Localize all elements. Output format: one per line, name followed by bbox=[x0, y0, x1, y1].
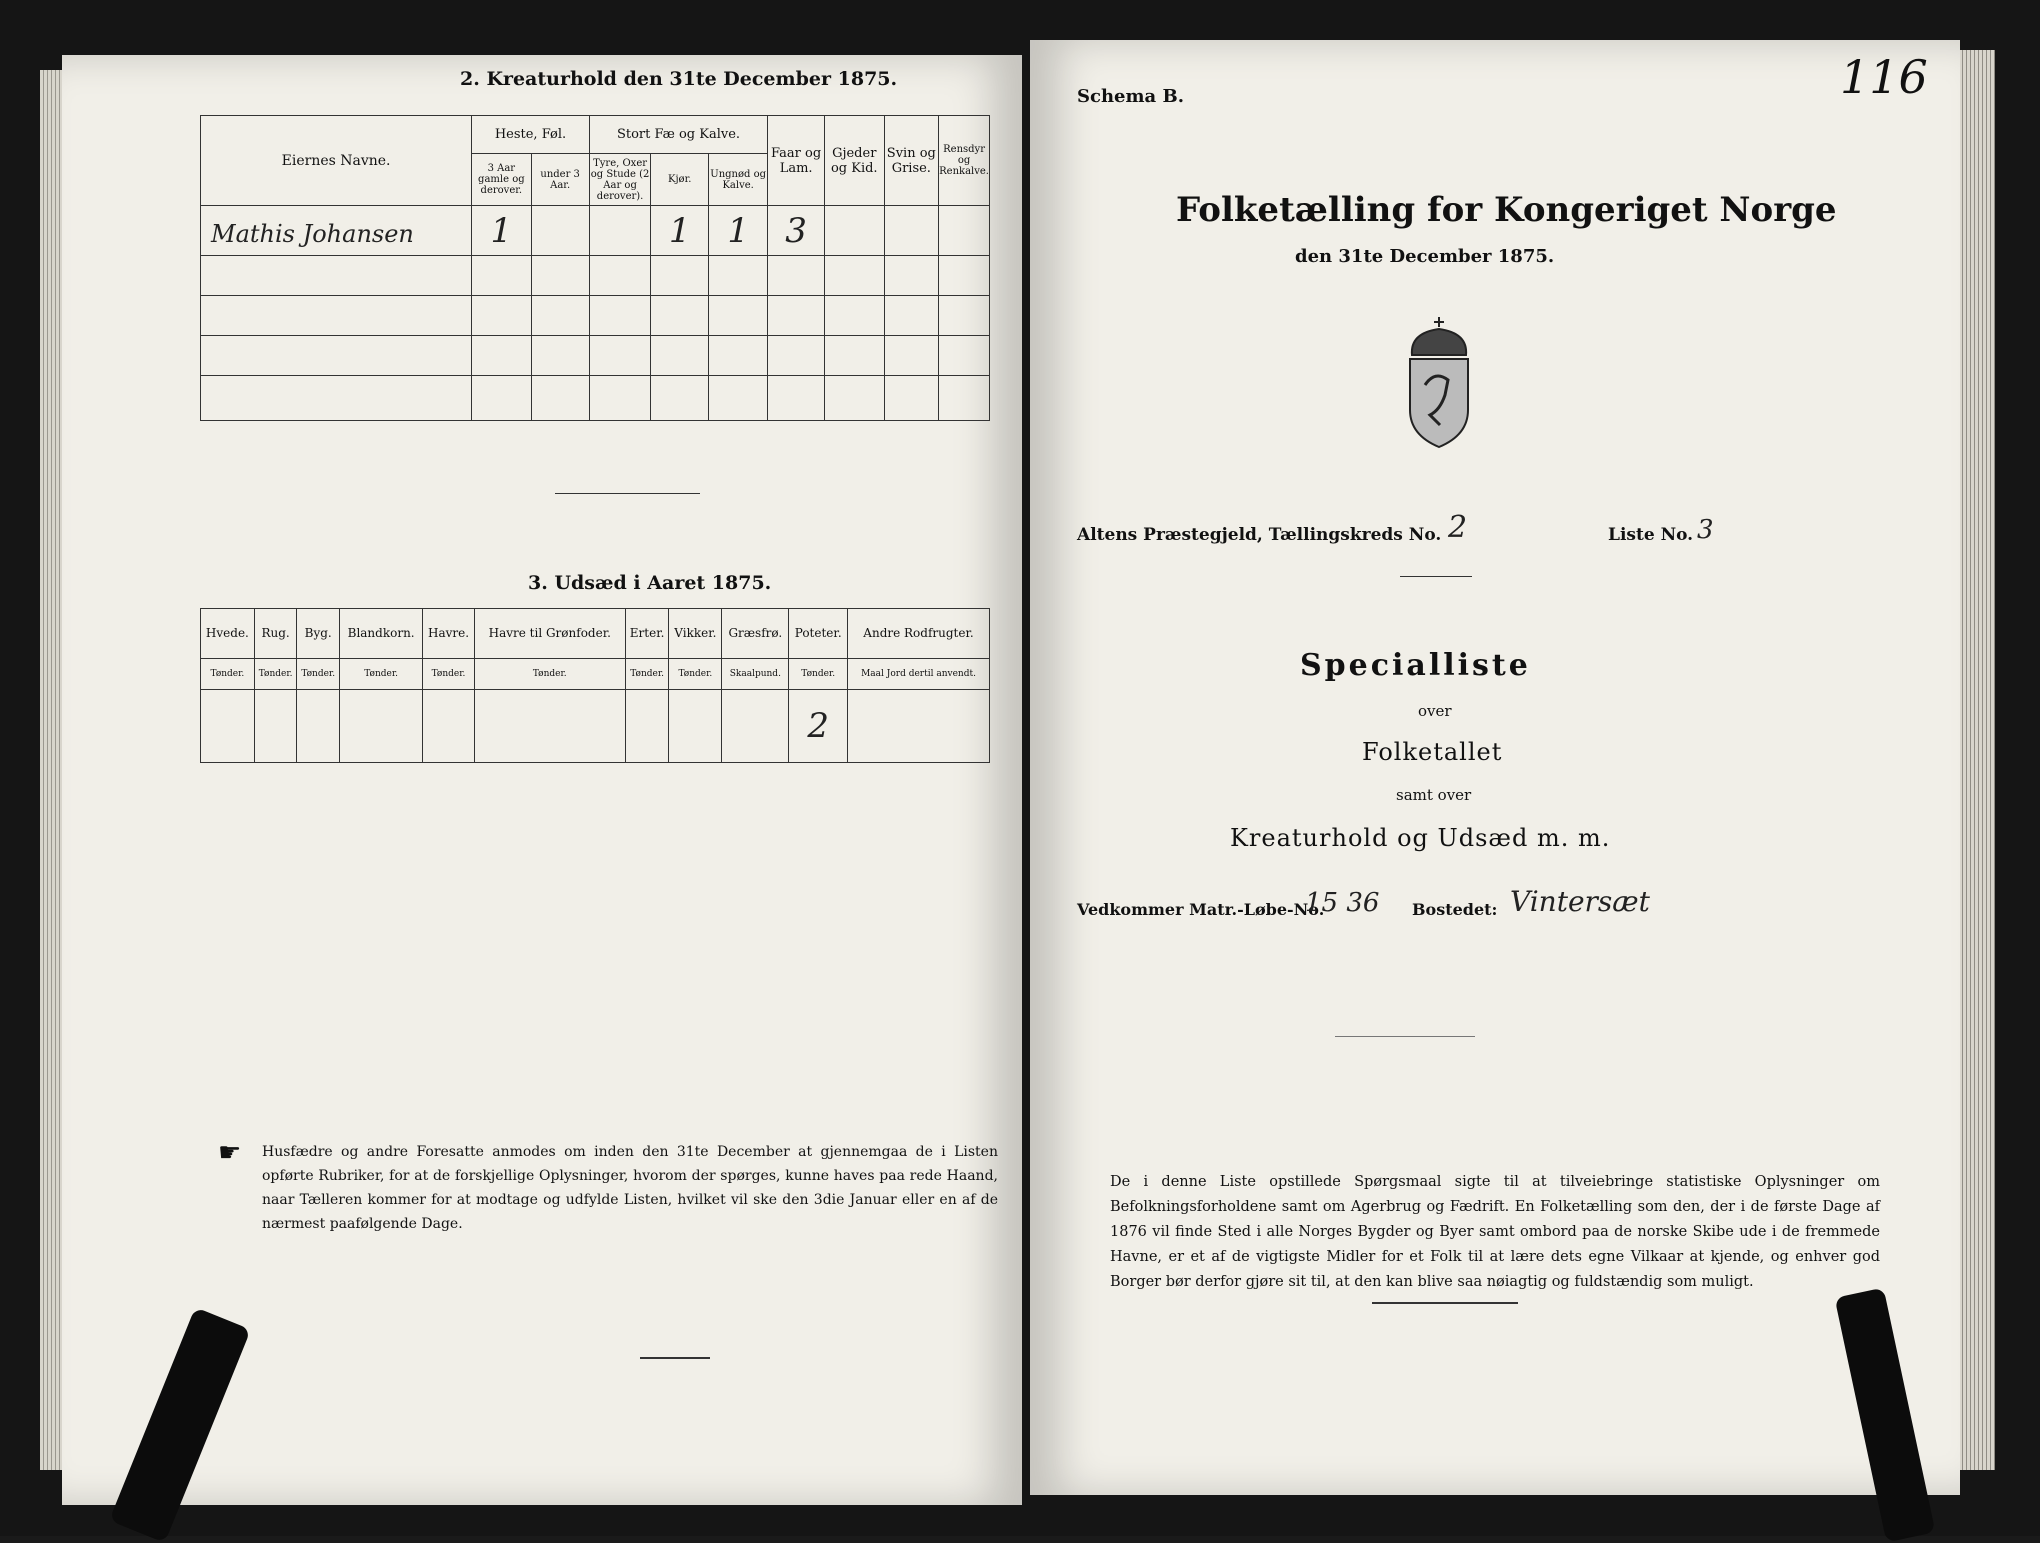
census-date: den 31te December 1875. bbox=[1295, 246, 1555, 267]
divider bbox=[555, 493, 700, 494]
ungnod-cell: 1 bbox=[709, 206, 768, 256]
liste-value: 3 bbox=[1697, 515, 1714, 545]
sowing-unit-row bbox=[201, 658, 990, 689]
right-page-edges bbox=[1955, 50, 1995, 1470]
sowing-column-header: Poteter. bbox=[789, 609, 848, 659]
faar-header: Faar og Lam. bbox=[768, 116, 825, 206]
empty-cell bbox=[939, 296, 990, 336]
sowing-unit: Tønder. bbox=[669, 658, 722, 689]
stort-a-header: Tyre, Oxer og Stude (2 Aar og derover). bbox=[589, 154, 651, 206]
owner-name: Mathis Johansen bbox=[211, 219, 414, 248]
empty-cell bbox=[824, 336, 884, 376]
kreaturhold-heading: Kreaturhold og Udsæd m. m. bbox=[1230, 824, 1611, 852]
divider bbox=[1372, 1302, 1518, 1304]
empty-cell bbox=[589, 336, 651, 376]
left-page-edges bbox=[40, 70, 64, 1470]
sowing-unit: Tønder. bbox=[423, 658, 475, 689]
sowing-unit: Skaalpund. bbox=[722, 658, 789, 689]
sowing-value-cell bbox=[669, 689, 722, 762]
stort-a-cell bbox=[589, 206, 651, 256]
empty-cell bbox=[824, 376, 884, 421]
empty-cell bbox=[884, 376, 939, 421]
section2-title: 2. Kreaturhold den 31te December 1875. bbox=[460, 68, 898, 90]
sowing-value-cell bbox=[722, 689, 789, 762]
table-row bbox=[201, 296, 990, 336]
stort-group-header: Stort Fæ og Kalve. bbox=[589, 116, 767, 154]
sowing-column-header: Vikker. bbox=[669, 609, 722, 659]
sowing-header-row bbox=[201, 609, 990, 659]
sowing-value-cell bbox=[201, 689, 255, 762]
sowing-column-header: Rug. bbox=[254, 609, 297, 659]
empty-cell bbox=[472, 376, 531, 421]
sowing-unit: Tønder. bbox=[474, 658, 625, 689]
empty-cell bbox=[201, 336, 472, 376]
sowing-value-cell bbox=[423, 689, 475, 762]
empty-cell bbox=[472, 296, 531, 336]
owner-cell bbox=[201, 206, 472, 256]
empty-cell bbox=[531, 256, 589, 296]
empty-cell bbox=[589, 296, 651, 336]
empty-cell bbox=[709, 256, 768, 296]
notice-text: Husfædre og andre Foresatte anmodes om inden den 31te December at gjennemgaa de i Listen opførte Rubriker, for at de forskjellige Oplysninger, hvorom der spørges, kunne haves paa rede Haand, naar Tælleren kommer for at modtage og udfylde Listen, hvilket vil ske den 3die Januar eller en af de nærmest paafølgende Dage. bbox=[262, 1144, 998, 1232]
stort-c-header: Ungnød og Kalve. bbox=[709, 154, 768, 206]
table-row bbox=[201, 376, 990, 421]
sowing-value-cell: 2 bbox=[789, 689, 848, 762]
empty-cell bbox=[939, 376, 990, 421]
empty-cell bbox=[531, 376, 589, 421]
faar-cell: 3 bbox=[768, 206, 825, 256]
empty-cell bbox=[709, 296, 768, 336]
empty-cell bbox=[884, 336, 939, 376]
table-row bbox=[201, 336, 990, 376]
empty-cell bbox=[768, 336, 825, 376]
sowing-table bbox=[200, 608, 990, 763]
sowing-value-cell bbox=[848, 689, 990, 762]
sowing-column-header: Hvede. bbox=[201, 609, 255, 659]
sowing-value-cell bbox=[254, 689, 297, 762]
stort-b-header: Kjør. bbox=[651, 154, 709, 206]
heste-a-cell: 1 bbox=[472, 206, 531, 256]
bosted-label: Bostedet: bbox=[1412, 900, 1498, 919]
empty-cell bbox=[531, 336, 589, 376]
table-row bbox=[201, 206, 990, 256]
empty-cell bbox=[884, 296, 939, 336]
district-label: Altens Præstegjeld, Tællingskreds No. bbox=[1077, 525, 1442, 545]
table-row bbox=[201, 689, 990, 762]
divider bbox=[1400, 576, 1472, 577]
sowing-value-cell bbox=[340, 689, 423, 762]
heste-b-header: under 3 Aar. bbox=[531, 154, 589, 206]
district-value: 2 bbox=[1448, 510, 1468, 545]
empty-cell bbox=[651, 336, 709, 376]
sowing-value-cell bbox=[474, 689, 625, 762]
sowing-column-header: Blandkorn. bbox=[340, 609, 423, 659]
sowing-unit: Tønder. bbox=[254, 658, 297, 689]
sowing-column-header: Erter. bbox=[625, 609, 669, 659]
empty-cell bbox=[939, 336, 990, 376]
empty-cell bbox=[472, 256, 531, 296]
gjeder-cell bbox=[824, 206, 884, 256]
livestock-table bbox=[200, 115, 990, 421]
divider bbox=[640, 1357, 710, 1359]
sowing-unit: Tønder. bbox=[340, 658, 423, 689]
empty-cell bbox=[884, 256, 939, 296]
empty-cell bbox=[651, 376, 709, 421]
sowing-unit: Tønder. bbox=[789, 658, 848, 689]
owner-header: Eiernes Navne. bbox=[201, 116, 472, 206]
sowing-column-header: Havre. bbox=[423, 609, 475, 659]
heste-b-cell bbox=[531, 206, 589, 256]
rensdyr-header: Rensdyr og Renkalve. bbox=[939, 116, 990, 206]
coat-of-arms-icon bbox=[1400, 315, 1478, 450]
page-number: 116 bbox=[1840, 50, 1928, 104]
gjeder-header: Gjeder og Kid. bbox=[824, 116, 884, 206]
empty-cell bbox=[531, 296, 589, 336]
empty-cell bbox=[824, 296, 884, 336]
table-row bbox=[201, 256, 990, 296]
sowing-unit: Tønder. bbox=[201, 658, 255, 689]
rensdyr-cell bbox=[939, 206, 990, 256]
section3-title: 3. Udsæd i Aaret 1875. bbox=[528, 572, 772, 594]
empty-cell bbox=[651, 296, 709, 336]
empty-cell bbox=[201, 376, 472, 421]
schema-label: Schema B. bbox=[1077, 86, 1184, 107]
sowing-unit: Tønder. bbox=[297, 658, 340, 689]
sowing-unit: Tønder. bbox=[625, 658, 669, 689]
sowing-column-header: Havre til Grønfoder. bbox=[474, 609, 625, 659]
empty-cell bbox=[709, 336, 768, 376]
samt-over-text: samt over bbox=[1396, 786, 1472, 804]
matr-value: 15 36 bbox=[1305, 888, 1380, 918]
pointing-hand-icon: ☛ bbox=[218, 1138, 242, 1168]
sowing-column-header: Græsfrø. bbox=[722, 609, 789, 659]
sowing-value-cell bbox=[297, 689, 340, 762]
specialliste-heading: Specialliste bbox=[1300, 648, 1531, 683]
over-text: over bbox=[1418, 702, 1452, 720]
empty-cell bbox=[824, 256, 884, 296]
empty-cell bbox=[651, 256, 709, 296]
empty-cell bbox=[768, 256, 825, 296]
empty-cell bbox=[768, 376, 825, 421]
heste-a-header: 3 Aar gamle og derover. bbox=[472, 154, 531, 206]
bosted-value: Vintersæt bbox=[1510, 885, 1650, 918]
empty-cell bbox=[939, 256, 990, 296]
sowing-unit: Maal Jord dertil anvendt. bbox=[848, 658, 990, 689]
sowing-value-cell bbox=[625, 689, 669, 762]
empty-cell bbox=[201, 296, 472, 336]
empty-cell bbox=[589, 376, 651, 421]
footer-text: De i denne Liste opstillede Spørgsmaal sigte til at tilveiebringe statistiske Oplysninger om Befolkningsforholdene samt om Agerbrug og Fædrift. En Folketælling som den, der i de første Dage af 1876 vil finde Sted i alle Norges Bygder og Byer samt ombord paa de norske Skibe ude i de fremmede Havne, er et af de vigtigste Midler for et Folk til at lære dets egne Vilkaar at kjende, og enhver god Borger bør derfor gjøre sit til, at den kan blive saa nøiagtig og fuldstændig som muligt. bbox=[1110, 1174, 1880, 1290]
empty-cell bbox=[589, 256, 651, 296]
folketallet-heading: Folketallet bbox=[1362, 738, 1503, 766]
svin-header: Svin og Grise. bbox=[884, 116, 939, 206]
census-title: Folketælling for Kongeriget Norge bbox=[1176, 190, 1837, 230]
sowing-column-header: Byg. bbox=[297, 609, 340, 659]
divider bbox=[1335, 1036, 1475, 1037]
matr-label: Vedkommer Matr.-Løbe-No. bbox=[1077, 900, 1325, 919]
empty-cell bbox=[709, 376, 768, 421]
sowing-column-header: Andre Rodfrugter. bbox=[848, 609, 990, 659]
empty-cell bbox=[472, 336, 531, 376]
heste-group-header: Heste, Føl. bbox=[472, 116, 590, 154]
empty-cell bbox=[768, 296, 825, 336]
empty-cell bbox=[201, 256, 472, 296]
liste-label: Liste No. bbox=[1608, 525, 1694, 545]
svin-cell bbox=[884, 206, 939, 256]
kjor-cell: 1 bbox=[651, 206, 709, 256]
